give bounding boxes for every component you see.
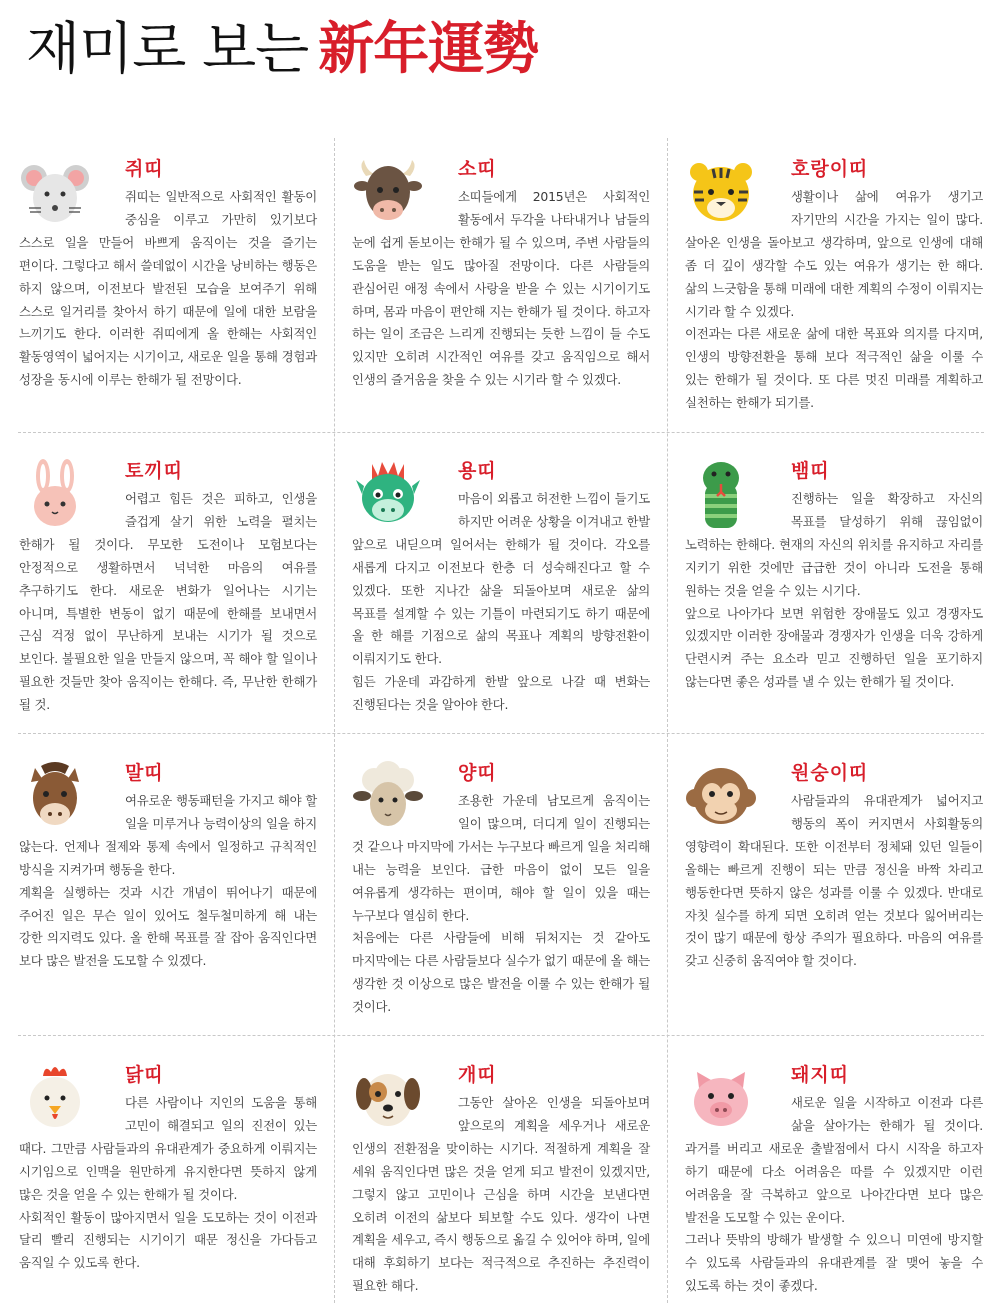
page-title-accent: 新年運勢 — [318, 17, 539, 82]
rooster-icon — [19, 1062, 91, 1134]
fortune-paragraph: 사회적인 활동이 많아지면서 일을 도모하는 것이 이전과 달리 빨리 진행되는 시기이기 때문 정신을 가다듬고 움직일 수 있도록 한다. — [19, 1209, 317, 1271]
sheep-icon — [352, 760, 424, 832]
row-divider — [18, 733, 984, 734]
column-divider — [334, 138, 335, 1303]
zodiac-name: 양띠 — [458, 762, 497, 784]
zodiac-name: 닭띠 — [125, 1064, 164, 1086]
zodiac-card-rooster — [19, 1062, 317, 1275]
fortune-paragraph: 어렵고 힘든 것은 피하고, 인생을 즐겁게 살기 위한 노력을 펼치는 한해가 될 것이다. 무모한 도전이나 모험보다는 안정적으로 생활하면서 넉넉한 마음의 여유를 추구하기도 한다. 새로운 변화가 일어나는 시기는 아니며, 특별한 변동이 없기 때문에 한해를 보내면서 근심 걱정 없이 무난하게 보내는 시기가 될 것으로 보인다. 불필요한 일을 만들지 않으며, 꼭 해야 할 일이나 필요한 것들만 찾아 움직이는 한해다. 즉, 무난한 한해가 될 것. — [19, 491, 317, 713]
dog-icon — [352, 1062, 424, 1134]
zodiac-card-pig — [685, 1062, 983, 1298]
zodiac-name: 말띠 — [125, 762, 164, 784]
zodiac-name: 뱀띠 — [791, 460, 830, 482]
zodiac-card-rat — [19, 156, 317, 392]
fortune-paragraph: 소띠들에게 2015년은 사회적인 활동에서 두각을 나타내거나 남들의 눈에 쉽게 돋보이는 한해가 될 수 있으며, 주변 사람들의 도움을 받는 일도 많아질 전망이다. 다른 사람들의 관심어린 애정 속에서 사랑을 받을 수 있는 시기이기도 하며, 몸과 마음이 편안해 지는 한해가 될 것이다. 하고자 하는 일이 조금은 느리게 진행되는 듯한 느낌이 들 수도 있지만 오히려 시간적인 여유를 갖고 움직임으로 해서 인생의 즐거움을 찾을 수 있는 시기라 할 수 있겠다. — [352, 189, 650, 388]
zodiac-card-dragon — [352, 458, 650, 717]
fortune-paragraph: 쥐띠는 일반적으로 사회적인 활동이 중심을 이루고 가만히 있기보다 스스로 일을 만들어 바쁘게 움직이는 것을 즐기는 편이다. 그렇다고 해서 쓸데없이 시간을 낭비하는 행동은 하지 않으며, 이전보다 발전된 모습을 보여주기 위해 스스로 일거리를 찾아서 하기 때문에 일에 대한 보람을 느끼기도 한다. 이러한 쥐띠에게 올 한해는 사회적인 활동영역이 넓어지는 시기이고, 새로운 일을 통해 경험과 성장을 동시에 이루는 한해가 될 전망이다. — [19, 189, 317, 388]
zodiac-name: 소띠 — [458, 158, 497, 180]
fortune-paragraph: 조용한 가운데 남모르게 움직이는 일이 많으며, 더디게 일이 진행되는 것 같으나 마지막에 가서는 누구보다 빠르게 일을 처리해 내는 능력을 보인다. 급한 마음이 없이 모든 일을 여유롭게 생각하는 편이며, 해야 할 일이 있을 때는 누구보다 열심히 한다. — [352, 793, 650, 923]
fortune-paragraph: 계획을 실행하는 것과 시간 개념이 뛰어나기 때문에 주어진 일은 무슨 일이 있어도 철두철미하게 해 내는 강한 의지력도 있다. 올 한해 목표를 잘 잡아 움직인다면 보다 많은 발전을 도모할 수 있겠다. — [19, 884, 317, 969]
zodiac-name: 용띠 — [458, 460, 497, 482]
fortune-paragraph: 그동안 살아온 인생을 되돌아보며 앞으로의 계획을 세우거나 새로운 인생의 전환점을 맞이하는 시기다. 적절하게 계획을 잘 세워 움직인다면 많은 것을 얻게 되고 발전이 있겠지만, 그렇지 않고 고민이나 근심을 하며 시간을 보낸다면 오히려 이전의 삶보다 퇴보할 수도 있다. 생각이 나면 계획을 세우고, 즉시 행동으로 옮길 수 있어야 하며, 일에 대해 후회하기 보다는 적극적으로 추진하는 추진력이 필요한 해다. — [352, 1095, 650, 1294]
zodiac-card-snake — [685, 458, 983, 694]
zodiac-card-sheep — [352, 760, 650, 1019]
zodiac-card-dog — [352, 1062, 650, 1298]
row-divider — [18, 432, 984, 433]
fortune-paragraph: 생활이나 삶에 여유가 생기고 자기만의 시간을 가지는 일이 많다. 살아온 인생을 돌아보고 생각하며, 앞으로 인생에 대해 좀 더 깊이 생각할 수도 있는 여유가 생기는 한 해다. 삶의 느긋함을 통해 미래에 대한 계획의 수정이 이뤄지는 시기라 할 수 있겠다. — [685, 189, 983, 319]
fortune-paragraph: 이전과는 다른 새로운 삶에 대한 목표와 의지를 다지며, 인생의 방향전환을 통해 보다 적극적인 삶을 이룰 수 있는 한해가 될 것이다. 또 다른 멋진 미래를 계획하고 실천하는 한해가 되기를. — [685, 326, 983, 411]
zodiac-name: 쥐띠 — [125, 158, 164, 180]
fortune-paragraph: 여유로운 행동패턴을 가지고 해야 할 일을 미루거나 능력이상의 일을 하지 않는다. 언제나 절제와 통제 속에서 일정하고 규칙적인 방식을 지켜가며 행동을 한다. — [19, 793, 317, 877]
zodiac-card-tiger — [685, 156, 983, 415]
fortune-paragraph: 사람들과의 유대관계가 넓어지고 행동의 폭이 커지면서 사회활동의 영향력이 확대된다. 또한 이전부터 정체돼 있던 일들이 올해는 빠르게 진행이 되는 만큼 정신을 바짝 차리고 행동한다면 뜻하지 않은 성과를 이룰 수 있겠다. 반대로 자칫 실수를 하게 되면 오히려 얻는 것보다 잃어버리는 것이 많기 때문에 항상 주의가 필요하다. 마음의 여유를 갖고 신중히 움직여야 할 것이다. — [685, 793, 983, 969]
zodiac-name: 개띠 — [458, 1064, 497, 1086]
zodiac-name: 돼지띠 — [791, 1064, 850, 1086]
fortune-paragraph: 앞으로 나아가다 보면 위험한 장애물도 있고 경쟁자도 있겠지만 이러한 장애물과 경쟁자가 인생을 더욱 강하게 단련시켜 주는 요소라 믿고 진행하던 일을 포기하지 않는다면 좋은 성과를 낼 수 있는 한해가 될 것이다. — [685, 605, 983, 690]
zodiac-card-horse — [19, 760, 317, 973]
pig-icon — [685, 1062, 757, 1134]
snake-icon — [685, 458, 757, 530]
monkey-icon — [685, 760, 757, 832]
fortune-paragraph: 진행하는 일을 확장하고 자신의 목표를 달성하기 위해 끊임없이 노력하는 한해다. 현재의 자신의 위치를 유지하고 자리를 지키기 위한 것에만 급급한 것이 아니라 도전을 통해 원하는 것을 얻을 수 있는 시기다. — [685, 491, 983, 598]
rabbit-icon — [19, 458, 91, 530]
mouse-icon — [19, 156, 91, 228]
zodiac-name: 원숭이띠 — [791, 762, 869, 784]
row-divider — [18, 1035, 984, 1036]
tiger-icon — [685, 156, 757, 228]
fortune-paragraph: 그러나 뜻밖의 방해가 발생할 수 있으니 미연에 방지할 수 있도록 사람들과의 유대관계를 잘 맺어 놓을 수 있도록 하는 것이 좋겠다. — [685, 1232, 983, 1294]
ox-icon — [352, 156, 424, 228]
zodiac-name: 호랑이띠 — [791, 158, 869, 180]
horse-icon — [19, 760, 91, 832]
page-title-main: 재미로 보는 — [26, 17, 309, 82]
zodiac-name: 토끼띠 — [125, 460, 184, 482]
zodiac-card-monkey — [685, 760, 983, 973]
zodiac-card-ox — [352, 156, 650, 392]
zodiac-card-rabbit — [19, 458, 317, 717]
dragon-icon — [352, 458, 424, 530]
fortune-paragraph: 처음에는 다른 사람들에 비해 뒤처지는 것 같아도 마지막에는 다른 사람들보다 실수가 없기 때문에 올 해는 생각한 것 이상으로 많은 발전을 이룰 수 있는 한해가 될 것이다. — [352, 930, 650, 1015]
fortune-paragraph: 힘든 가운데 과감하게 한발 앞으로 나갈 때 변화는 진행된다는 것을 알아야 한다. — [352, 674, 650, 713]
fortune-paragraph: 새로운 일을 시작하고 이전과 다른 삶을 살아가는 한해가 될 것이다. 과거를 버리고 새로운 출발점에서 다시 시작을 하고자 하기 때문에 다소 어려움은 따를 수 있겠지만 이런 어려움을 잘 극복하고 앞으로 나아간다면 보다 많은 발전을 도모할 수 있는 운이다. — [685, 1095, 983, 1225]
column-divider — [667, 138, 668, 1303]
fortune-paragraph: 다른 사람이나 지인의 도움을 통해 고민이 해결되고 일의 진전이 있는 때다. 그만큼 사람들과의 유대관계가 중요하게 이뤄지는 시기임으로 인맥을 원만하게 유지한다면 뜻하지 않게 많은 것을 얻을 수 있는 한해가 될 것이다. — [19, 1095, 317, 1202]
fortune-paragraph: 마음이 외롭고 허전한 느낌이 들기도 하지만 어려운 상황을 이겨내고 한발 앞으로 내딛으며 일어서는 한해가 될 것이다. 각오를 새롭게 다지고 이전보다 한층 더 성숙해진다고 할 수 있겠다. 또한 지나간 삶을 되돌아보며 새로운 삶의 목표를 설계할 수 있는 기틀이 마련되기도 하기 때문에 올 한 해를 기점으로 삶의 목표나 계획의 방향전환이 이뤄지기도 한다. — [352, 491, 650, 667]
